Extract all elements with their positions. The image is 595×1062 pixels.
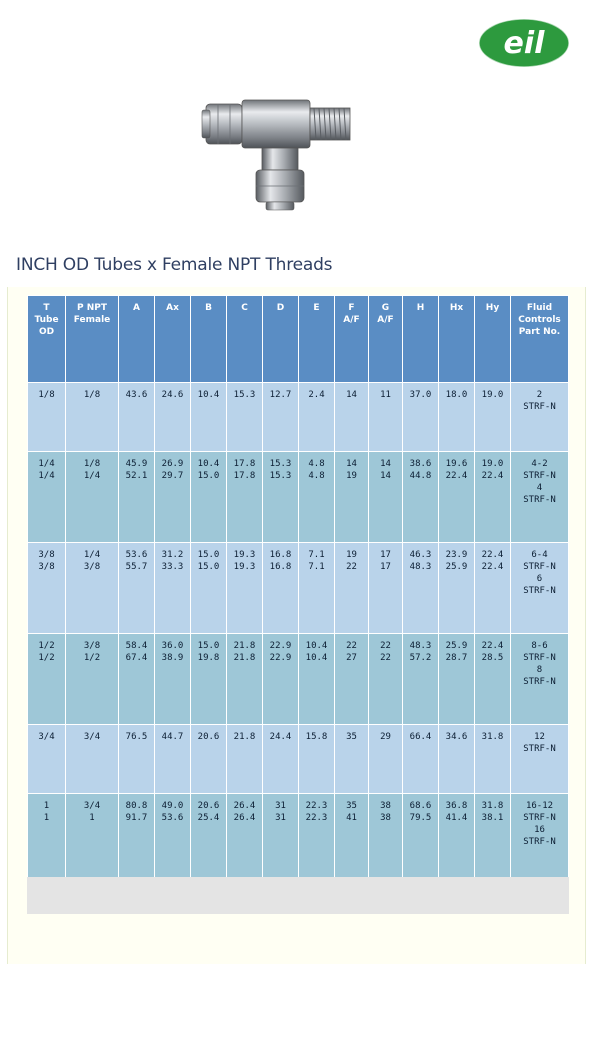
cell-value: 36.8 <box>445 801 468 811</box>
cell-value: 31.8 <box>481 732 504 742</box>
cell-value: 1/4 <box>38 459 55 469</box>
cell-value: 4.8 <box>308 459 325 469</box>
cell-value: STRF-N <box>523 402 556 412</box>
table-cell <box>369 452 403 543</box>
cell-value: 19.0 <box>481 390 504 400</box>
cell-value: 10.4 <box>197 459 220 469</box>
dimensions-table <box>27 295 569 885</box>
cell-value: 15.3 <box>269 471 292 481</box>
table-cell <box>263 634 299 725</box>
cell-value: 49.0 <box>161 801 184 811</box>
cell-value: 2 <box>536 390 543 400</box>
table-row <box>28 452 569 543</box>
table-cell <box>28 543 66 634</box>
cell-value: 38 <box>380 813 391 823</box>
table-cell <box>155 543 191 634</box>
header-label: D <box>276 303 285 313</box>
table-cell <box>403 794 439 885</box>
table-cell <box>66 725 119 794</box>
dimensions-table-wrapper <box>27 295 569 914</box>
table-cell <box>227 452 263 543</box>
cell-value: 8-6 <box>531 641 548 651</box>
column-header <box>299 296 335 383</box>
eil-logo <box>478 18 570 68</box>
cell-value: STRF-N <box>523 471 556 481</box>
cell-value: 24.6 <box>161 390 184 400</box>
cell-value: 46.3 <box>409 550 432 560</box>
table-cell <box>227 543 263 634</box>
table-cell <box>403 725 439 794</box>
cell-value: 10.4 <box>305 641 328 651</box>
table-cell <box>28 634 66 725</box>
table-cell <box>155 794 191 885</box>
cell-value: 15.0 <box>197 641 220 651</box>
table-cell <box>28 452 66 543</box>
cell-value: STRF-N <box>523 495 556 505</box>
table-cell <box>119 543 155 634</box>
column-header <box>439 296 475 383</box>
table-cell <box>191 794 227 885</box>
table-cell <box>369 725 403 794</box>
table-cell <box>263 452 299 543</box>
table-cell <box>191 725 227 794</box>
cell-value: 10.4 <box>197 390 220 400</box>
cell-value: 1/4 <box>83 471 101 481</box>
table-cell <box>119 383 155 452</box>
cell-value: 19.3 <box>233 550 256 560</box>
table-cell <box>299 452 335 543</box>
cell-value: 22.9 <box>269 641 292 651</box>
cell-value: 22.9 <box>269 653 292 663</box>
cell-value: 2.4 <box>308 390 325 400</box>
cell-value: 14 <box>346 459 357 469</box>
cell-value: 22.4 <box>481 641 504 651</box>
table-cell <box>475 634 511 725</box>
cell-value: 35 <box>346 732 357 742</box>
header-label: C <box>241 303 248 313</box>
cell-value: 15.0 <box>197 562 220 572</box>
cell-value: 1/4 <box>38 471 55 481</box>
table-cell <box>475 383 511 452</box>
table-cell <box>66 794 119 885</box>
cell-value: 3/8 <box>83 641 101 651</box>
cell-value: 6-4 <box>531 550 548 560</box>
cell-value: 3/4 <box>38 732 55 742</box>
column-header <box>28 296 66 383</box>
cell-value: 68.6 <box>409 801 432 811</box>
cell-value: 36.0 <box>161 641 184 651</box>
cell-value: 38.1 <box>481 813 504 823</box>
table-cell <box>335 383 369 452</box>
header-label: A <box>133 303 140 313</box>
cell-value: STRF-N <box>523 813 556 823</box>
table-cell <box>475 794 511 885</box>
cell-value: 22 <box>380 641 391 651</box>
table-cell <box>227 794 263 885</box>
cell-value: 1/8 <box>83 459 101 469</box>
table-cell <box>155 383 191 452</box>
cell-value: 24.4 <box>269 732 292 742</box>
cell-value: 7.1 <box>308 550 325 560</box>
cell-value: 15.0 <box>197 550 220 560</box>
cell-value: 44.8 <box>409 471 432 481</box>
cell-value: 16.8 <box>269 562 292 572</box>
cell-value: 22.3 <box>305 813 328 823</box>
cell-value: 31.2 <box>161 550 184 560</box>
cell-value: 16 <box>534 825 545 835</box>
cell-value: 58.4 <box>125 641 148 651</box>
header-label: A/F <box>377 315 394 325</box>
cell-value: 38.6 <box>409 459 432 469</box>
table-row <box>28 725 569 794</box>
table-cell <box>299 725 335 794</box>
column-header <box>403 296 439 383</box>
table-cell <box>439 543 475 634</box>
header-label: Female <box>73 315 111 325</box>
cell-value: 19.0 <box>481 459 504 469</box>
table-cell <box>28 794 66 885</box>
cell-value: 1 <box>43 801 50 811</box>
table-cell <box>119 794 155 885</box>
table-cell <box>511 383 569 452</box>
table-cell <box>191 383 227 452</box>
cell-value: 6 <box>536 574 543 584</box>
table-cell <box>66 452 119 543</box>
logo-text: eil <box>503 26 545 61</box>
cell-value: 48.3 <box>409 562 432 572</box>
table-cell <box>119 452 155 543</box>
cell-value: 31.8 <box>481 801 504 811</box>
header-label: Tube <box>34 315 59 325</box>
table-row <box>28 383 569 452</box>
cell-value: 20.6 <box>197 801 220 811</box>
table-cell <box>439 452 475 543</box>
cell-value: 12.7 <box>269 390 292 400</box>
cell-value: STRF-N <box>523 586 556 596</box>
cell-value: 4 <box>536 483 543 493</box>
cell-value: 4.8 <box>308 471 325 481</box>
cell-value: 15.8 <box>305 732 328 742</box>
cell-value: 19.6 <box>445 459 468 469</box>
table-cell <box>155 634 191 725</box>
cell-value: 67.4 <box>125 653 148 663</box>
table-cell <box>439 383 475 452</box>
header-label: H <box>416 303 425 313</box>
table-cell <box>227 634 263 725</box>
table-cell <box>66 383 119 452</box>
header-label: Part No. <box>518 327 561 337</box>
cell-value: 11 <box>380 390 391 400</box>
table-cell <box>263 725 299 794</box>
table-cell <box>511 794 569 885</box>
table-cell <box>511 452 569 543</box>
table-cell <box>299 634 335 725</box>
table-cell <box>28 725 66 794</box>
table-cell <box>155 452 191 543</box>
table-cell <box>263 383 299 452</box>
cell-value: STRF-N <box>523 653 556 663</box>
header-label: Fluid <box>526 303 553 313</box>
cell-value: STRF-N <box>523 677 556 687</box>
header-label: Hy <box>485 303 500 313</box>
cell-value: 22.4 <box>481 471 504 481</box>
cell-value: 16.8 <box>269 550 292 560</box>
table-cell <box>299 794 335 885</box>
cell-value: 91.7 <box>125 813 148 823</box>
cell-value: 17.8 <box>233 471 256 481</box>
column-header <box>263 296 299 383</box>
cell-value: 15.0 <box>197 471 220 481</box>
header-label: B <box>205 303 212 313</box>
column-header <box>155 296 191 383</box>
cell-value: 41 <box>346 813 357 823</box>
table-cell <box>299 543 335 634</box>
table-cell <box>191 634 227 725</box>
table-cell <box>66 634 119 725</box>
cell-value: 31 <box>275 813 286 823</box>
column-header <box>475 296 511 383</box>
table-header-row <box>28 296 569 383</box>
header-label: G <box>381 303 390 313</box>
table-cell <box>403 634 439 725</box>
cell-value: 25.9 <box>445 641 468 651</box>
header-label: A/F <box>343 315 360 325</box>
cell-value: 76.5 <box>125 732 148 742</box>
cell-value: STRF-N <box>523 744 556 754</box>
cell-value: 57.2 <box>409 653 432 663</box>
table-cell <box>475 543 511 634</box>
cell-value: 15.3 <box>269 459 292 469</box>
column-header <box>335 296 369 383</box>
cell-value: 21.8 <box>233 641 256 651</box>
table-cell <box>403 543 439 634</box>
cell-value: 25.9 <box>445 562 468 572</box>
cell-value: 1/2 <box>38 653 55 663</box>
cell-value: 52.1 <box>125 471 148 481</box>
header-label: F <box>348 303 355 313</box>
table-cell <box>335 794 369 885</box>
cell-value: 28.7 <box>445 653 468 663</box>
table-cell <box>475 452 511 543</box>
cell-value: 14 <box>346 390 357 400</box>
cell-value: 53.6 <box>125 550 148 560</box>
cell-value: 38 <box>380 801 391 811</box>
cell-value: 45.9 <box>125 459 148 469</box>
cell-value: 53.6 <box>161 813 184 823</box>
table-cell <box>335 634 369 725</box>
header-label: Controls <box>518 315 561 325</box>
table-cell <box>369 634 403 725</box>
cell-value: 23.9 <box>445 550 468 560</box>
cell-value: 26.9 <box>161 459 184 469</box>
table-cell <box>403 452 439 543</box>
table-cell <box>227 383 263 452</box>
cell-value: 1/8 <box>38 390 55 400</box>
cell-value: 16-12 <box>525 801 554 811</box>
table-cell <box>369 794 403 885</box>
cell-value: 1/2 <box>83 653 101 663</box>
table-cell <box>119 634 155 725</box>
cell-value: 1/4 <box>83 550 101 560</box>
cell-value: 22 <box>346 562 357 572</box>
cell-value: 27 <box>346 653 357 663</box>
cell-value: 20.6 <box>197 732 220 742</box>
cell-value: 17.8 <box>233 459 256 469</box>
cell-value: 1 <box>89 813 95 823</box>
cell-value: 17 <box>380 550 391 560</box>
header-label: Hx <box>449 303 464 313</box>
cell-value: 34.6 <box>445 732 468 742</box>
page-heading: INCH OD Tubes x Female NPT Threads <box>16 255 333 275</box>
header-label: T <box>43 303 50 313</box>
table-cell <box>511 634 569 725</box>
cell-value: 12 <box>534 732 545 742</box>
cell-value: 55.7 <box>125 562 148 572</box>
column-header <box>511 296 569 383</box>
cell-value: 80.8 <box>125 801 148 811</box>
table-cell <box>191 543 227 634</box>
cell-value: 7.1 <box>308 562 325 572</box>
cell-value: 4-2 <box>531 459 548 469</box>
table-footer <box>27 877 569 914</box>
table-cell <box>439 634 475 725</box>
table-cell <box>227 725 263 794</box>
table-row <box>28 634 569 725</box>
table-cell <box>299 383 335 452</box>
cell-value: 66.4 <box>409 732 432 742</box>
cell-value: 18.0 <box>445 390 468 400</box>
cell-value: 22.4 <box>481 550 504 560</box>
table-cell <box>263 794 299 885</box>
table-cell <box>66 543 119 634</box>
cell-value: 22.4 <box>481 562 504 572</box>
cell-value: 1 <box>43 813 50 823</box>
cell-value: 44.7 <box>161 732 184 742</box>
content-panel <box>7 287 586 964</box>
cell-value: 26.4 <box>233 801 256 811</box>
table-cell <box>369 543 403 634</box>
cell-value: 17 <box>380 562 391 572</box>
table-cell <box>119 725 155 794</box>
column-header <box>191 296 227 383</box>
table-row <box>28 794 569 885</box>
table-cell <box>28 383 66 452</box>
table-cell <box>155 725 191 794</box>
table-cell <box>335 543 369 634</box>
column-header <box>119 296 155 383</box>
cell-value: 15.3 <box>233 390 256 400</box>
table-cell <box>475 725 511 794</box>
table-cell <box>439 794 475 885</box>
table-cell <box>263 543 299 634</box>
table-cell <box>439 725 475 794</box>
cell-value: 48.3 <box>409 641 432 651</box>
cell-value: 19 <box>346 550 357 560</box>
table-cell <box>511 543 569 634</box>
cell-value: 10.4 <box>305 653 328 663</box>
table-cell <box>335 725 369 794</box>
table-cell <box>369 383 403 452</box>
cell-value: 21.8 <box>233 732 256 742</box>
cell-value: 3/8 <box>38 550 55 560</box>
cell-value: 35 <box>346 801 357 811</box>
cell-value: 26.4 <box>233 813 256 823</box>
tee-fitting-image <box>196 90 362 216</box>
cell-value: 19.3 <box>233 562 256 572</box>
table-cell <box>403 383 439 452</box>
column-header <box>227 296 263 383</box>
cell-value: 14 <box>380 459 391 469</box>
cell-value: 14 <box>380 471 391 481</box>
column-header <box>66 296 119 383</box>
header-label: OD <box>38 327 55 337</box>
header-label: Ax <box>166 303 179 313</box>
cell-value: 3/4 <box>83 732 101 742</box>
table-cell <box>335 452 369 543</box>
cell-value: 38.9 <box>161 653 184 663</box>
table-cell <box>511 725 569 794</box>
header-label: P NPT <box>77 303 107 313</box>
cell-value: 22.3 <box>305 801 328 811</box>
cell-value: 29.7 <box>161 471 184 481</box>
cell-value: 28.5 <box>481 653 504 663</box>
cell-value: 31 <box>275 801 286 811</box>
column-header <box>369 296 403 383</box>
cell-value: 22.4 <box>445 471 468 481</box>
cell-value: 1/2 <box>38 641 55 651</box>
table-cell <box>191 452 227 543</box>
cell-value: 33.3 <box>161 562 184 572</box>
cell-value: 3/8 <box>38 562 55 572</box>
cell-value: 43.6 <box>125 390 148 400</box>
cell-value: STRF-N <box>523 562 556 572</box>
header-label: E <box>313 303 320 313</box>
cell-value: 3/8 <box>83 562 101 572</box>
cell-value: 21.8 <box>233 653 256 663</box>
cell-value: 29 <box>380 732 391 742</box>
cell-value: 37.0 <box>409 390 432 400</box>
cell-value: 3/4 <box>83 801 101 811</box>
cell-value: 22 <box>380 653 391 663</box>
cell-value: 19.8 <box>197 653 220 663</box>
cell-value: 79.5 <box>409 813 432 823</box>
table-row <box>28 543 569 634</box>
cell-value: STRF-N <box>523 837 556 847</box>
cell-value: 25.4 <box>197 813 220 823</box>
cell-value: 19 <box>346 471 357 481</box>
cell-value: 41.4 <box>445 813 468 823</box>
cell-value: 8 <box>536 665 543 675</box>
cell-value: 1/8 <box>83 390 101 400</box>
cell-value: 22 <box>346 641 357 651</box>
